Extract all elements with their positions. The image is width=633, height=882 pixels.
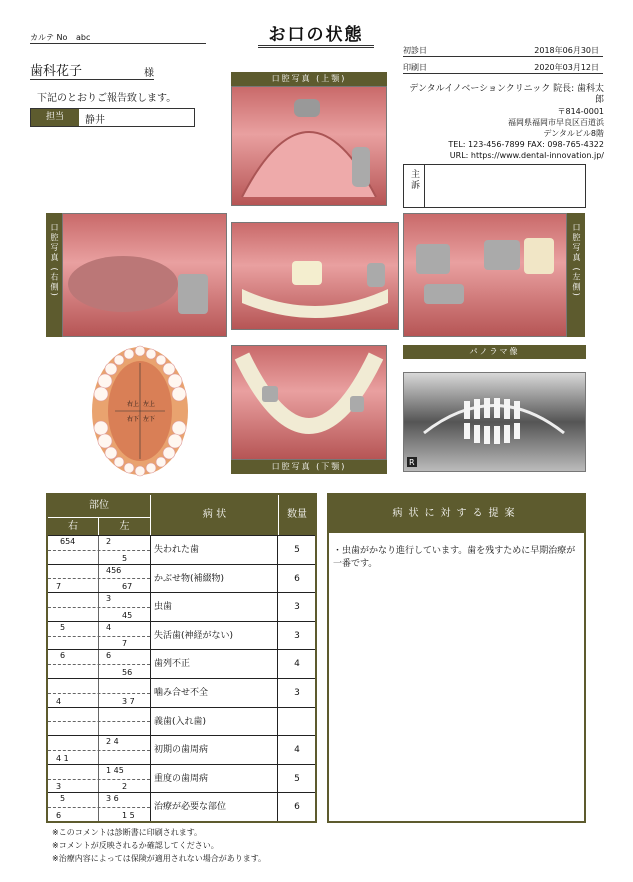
site-cell [48,622,151,650]
photo-lower [231,345,387,460]
tooth-number-ur: 1 45 [106,765,124,775]
site-cell [48,765,151,793]
chart-lower-right: 右下 [127,416,140,423]
count-cell: 4 [294,745,300,756]
karte-value: abc [75,33,91,42]
count-cell: 4 [294,659,300,670]
photo-right-label-bar [46,213,62,337]
tooth-number-lr: 3 7 [122,696,135,706]
clinic-address2: デンタルビル8階 [543,129,604,138]
site-cell [48,536,151,564]
footnote-2: ※コメントが反映されるか確認してください。 [52,841,219,850]
tooth-number-ur: 6 [106,651,112,661]
header-condition: 病 状 [151,495,279,535]
left-side-image [404,214,566,336]
tooth-number-ll: 6 [56,810,62,820]
condition-cell: かぶせ物(補綴物) [151,565,278,593]
proposal-header: 病状に対する提案 [329,495,584,533]
proposal-box [327,493,586,823]
site-cell [48,593,151,621]
clinic-info [408,84,604,161]
footnote-3: ※治療内容によっては保険が適用されない場合があります。 [52,854,267,863]
footnotes [52,826,266,865]
condition-cell: 治療が必要な部位 [151,793,278,821]
photo-left-label: 口腔写真 (左側) [572,223,581,298]
tooth-number-lr: 45 [122,610,133,620]
tooth-number-lr: 1 5 [122,810,135,820]
count-cell: 3 [294,602,300,613]
count-cell: 5 [294,773,300,784]
first-visit-label: 初診日 [403,46,427,55]
clinic-name: デンタルイノベーションクリニック 院長: 歯科太郎 [409,84,604,105]
tooth-number-lr: 7 [122,639,128,649]
header-site: 部位 [48,495,151,517]
clinic-url: URL: https://www.dental-innovation.jp/ [449,151,604,160]
panorama-image [403,372,586,472]
clinic-address1: 福岡県福岡市早良区百道浜 [508,118,604,127]
tooth-number-ul: 5 [60,622,66,632]
clinic-postal: 〒814-0001 [557,107,604,116]
tooth-number-ll: 4 1 [56,753,69,763]
clinic-tel-fax: TEL: 123-456-7899 FAX: 098-765-4322 [448,140,604,149]
complaint-box [403,164,586,208]
header-right: 右 [48,517,99,536]
site-cell [48,650,151,678]
site-cell [48,679,151,707]
tooth-number-ll: 4 [56,696,62,706]
print-date [403,62,603,74]
first-visit-value: 2018年06月30日 [534,46,599,55]
panorama-label: パノラマ像 [403,345,586,359]
photo-upper-label: 口腔写真 (上顎) [231,72,387,86]
karte-number [30,32,206,44]
table-row [48,535,315,564]
tooth-number-ur: 2 [106,537,112,546]
condition-cell: 義歯(入れ歯) [151,708,278,736]
table-row [48,792,315,821]
photo-lower-label: 口腔写真 (下顎) [231,460,387,474]
lower-jaw-image [232,346,386,459]
tooth-number-ur: 2 4 [106,737,119,747]
photo-left [403,213,567,337]
footnote-1: ※このコメントは診断書に印刷されます。 [52,828,203,837]
condition-cell: 噛み合せ不全 [151,679,278,707]
tooth-number-lr: 5 [122,553,128,563]
tooth-number-ul: 654 [60,537,76,546]
site-cell [48,708,151,736]
complaint-label: 主訴 [409,169,419,191]
chart-upper-left: 左上 [143,401,156,408]
patient-name-row [30,60,154,80]
honorific: 様 [144,68,154,79]
tooth-number-ul: 5 [60,794,66,804]
table-row [48,707,315,736]
header-left: 左 [99,517,151,536]
table-row [48,678,315,707]
report-text: 下記のとおりご報告致します。 [37,93,177,104]
table-row [48,621,315,650]
count-cell: 3 [294,688,300,698]
count-cell: 6 [294,573,300,584]
table-row [48,564,315,593]
page-title: お口の状態 [258,20,374,48]
photo-right-label: 口腔写真 (右側) [50,223,59,298]
tooth-number-ul: 6 [60,651,66,661]
condition-cell: 失活歯(神経がない) [151,622,278,650]
photo-front [231,222,399,330]
upper-jaw-image [232,87,386,205]
symptom-table [46,493,317,823]
table-row [48,592,315,621]
staff-label: 担当 [31,109,79,126]
panorama-xray-icon [404,373,585,471]
condition-cell: 歯列不正 [151,650,278,678]
svg-text:R: R [409,458,415,467]
patient-name: 歯科花子 [30,64,83,79]
tooth-number-ur: 4 [106,622,112,632]
tooth-number-lr: 2 [122,782,128,792]
tooth-number-lr: 56 [122,667,133,677]
staff-box [30,108,195,127]
print-date-value: 2020年03月12日 [534,63,599,72]
tooth-number-ll: 3 [56,782,62,792]
count-cell: 3 [294,630,300,641]
header-count: 数量 [279,495,315,535]
table-row [48,649,315,678]
table-row [48,735,315,764]
photo-upper [231,86,387,206]
staff-value: 静井 [85,115,105,126]
first-visit-date [403,45,603,57]
photo-left-label-bar [567,213,585,337]
dental-chart [85,343,195,479]
front-image [232,223,398,329]
table-row [48,764,315,793]
tooth-number-ur: 456 [106,565,122,575]
right-side-image [63,214,226,336]
chart-lower-left: 左下 [143,416,156,423]
site-cell [48,793,151,821]
dental-chart-icon [85,343,195,479]
site-cell [48,736,151,764]
condition-cell: 初期の歯周病 [151,736,278,764]
photo-right [62,213,227,337]
chart-upper-right: 右上 [127,401,140,408]
condition-cell: 重度の歯周病 [151,765,278,793]
count-cell: 6 [294,802,300,813]
proposal-text: ・虫歯がかなり進行しています。歯を残すために早期治療が一番です。 [333,546,576,569]
tooth-number-ll: 7 [56,582,62,592]
condition-cell: 虫歯 [151,593,278,621]
condition-cell: 失われた歯 [151,536,278,564]
tooth-number-ur: 3 6 [106,794,119,804]
count-cell: 5 [294,545,300,555]
karte-label: カルテ No [30,33,68,42]
tooth-number-lr: 67 [122,582,133,592]
site-cell [48,565,151,593]
tooth-number-ur: 3 [106,594,112,604]
print-date-label: 印刷日 [403,63,427,72]
count-cell [279,708,315,736]
